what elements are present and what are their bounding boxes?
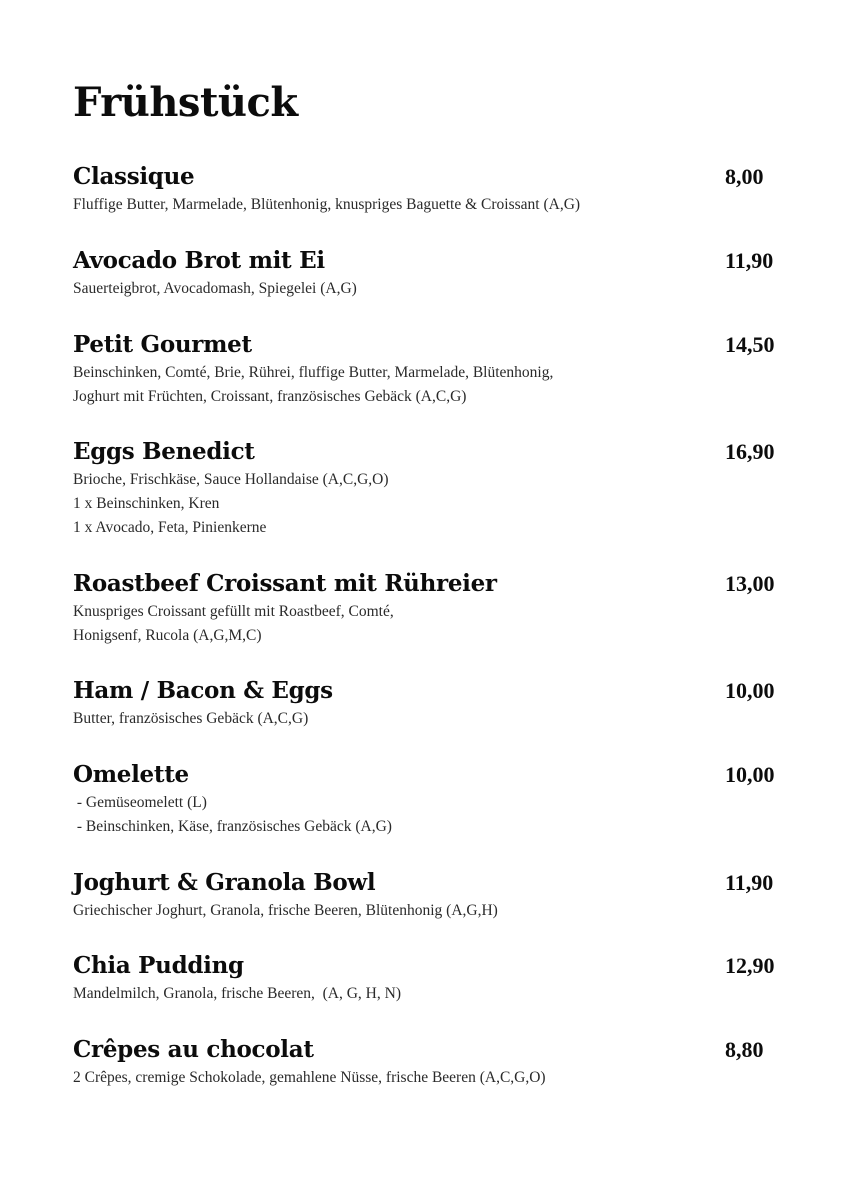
description-line: Knuspriges Croissant gefüllt mit Roastbeef, Comté, (73, 603, 394, 620)
item-name: Crêpes au chocolat (73, 1036, 314, 1063)
item-description (73, 791, 392, 839)
item-price: 12,90 (725, 953, 775, 978)
item-name: Chia Pudding (73, 952, 244, 979)
description-line: Butter, französisches Gebäck (A,C,G) (73, 710, 309, 727)
item-name: Omelette (73, 761, 189, 788)
item-price: 11,90 (725, 248, 774, 273)
description-line: 1 x Avocado, Feta, Pinienkerne (73, 519, 267, 536)
item-price: 10,00 (725, 762, 775, 787)
description-line: Fluffige Butter, Marmelade, Blütenhonig, knuspriges Baguette & Croissant (A,G) (73, 196, 581, 213)
item-price: 13,00 (725, 571, 775, 596)
item-description (73, 468, 389, 540)
item-description (73, 361, 553, 409)
item-name: Roastbeef Croissant mit Rühreier (73, 570, 497, 597)
item-price: 8,80 (725, 1037, 764, 1062)
description-line: Honigsenf, Rucola (A,G,M,C) (73, 627, 262, 644)
item-description (73, 193, 580, 217)
item-description (73, 707, 308, 731)
item-name: Avocado Brot mit Ei (73, 247, 325, 274)
description-line: Mandelmilch, Granola, frische Beeren, (A, G, H, N) (73, 985, 401, 1002)
description-line: 1 x Beinschinken, Kren (73, 495, 220, 512)
description-line: 2 Crêpes, cremige Schokolade, gemahlene Nüsse, frische Beeren (A,C,G,O) (73, 1069, 546, 1086)
item-price: 14,50 (725, 332, 775, 357)
description-line: Brioche, Frischkäse, Sauce Hollandaise (A,C,G,O) (73, 471, 389, 488)
item-description (73, 600, 394, 648)
item-name: Petit Gourmet (73, 331, 252, 358)
item-name: Ham / Bacon & Eggs (73, 677, 333, 704)
item-price: 16,90 (725, 439, 775, 464)
description-line: Joghurt mit Früchten, Croissant, französisches Gebäck (A,C,G) (73, 388, 467, 405)
item-description (73, 277, 357, 301)
description-line: - Beinschinken, Käse, französisches Gebäck (A,G) (73, 818, 392, 835)
item-name: Joghurt & Granola Bowl (73, 869, 376, 896)
description-line: Griechischer Joghurt, Granola, frische Beeren, Blütenhonig (A,G,H) (73, 902, 498, 919)
item-description (73, 1066, 546, 1090)
item-description (73, 982, 401, 1006)
item-name: Classique (73, 163, 195, 190)
item-price: 11,90 (725, 870, 774, 895)
description-line: - Gemüseomelett (L) (73, 794, 207, 811)
item-name: Eggs Benedict (73, 438, 255, 465)
item-description (73, 899, 498, 923)
description-line: Beinschinken, Comté, Brie, Rührei, fluffige Butter, Marmelade, Blütenhonig, (73, 364, 554, 381)
description-line: Sauerteigbrot, Avocadomash, Spiegelei (A,G) (73, 280, 357, 297)
page-title: Frühstück (73, 79, 298, 126)
item-price: 8,00 (725, 164, 764, 189)
item-price: 10,00 (725, 678, 775, 703)
